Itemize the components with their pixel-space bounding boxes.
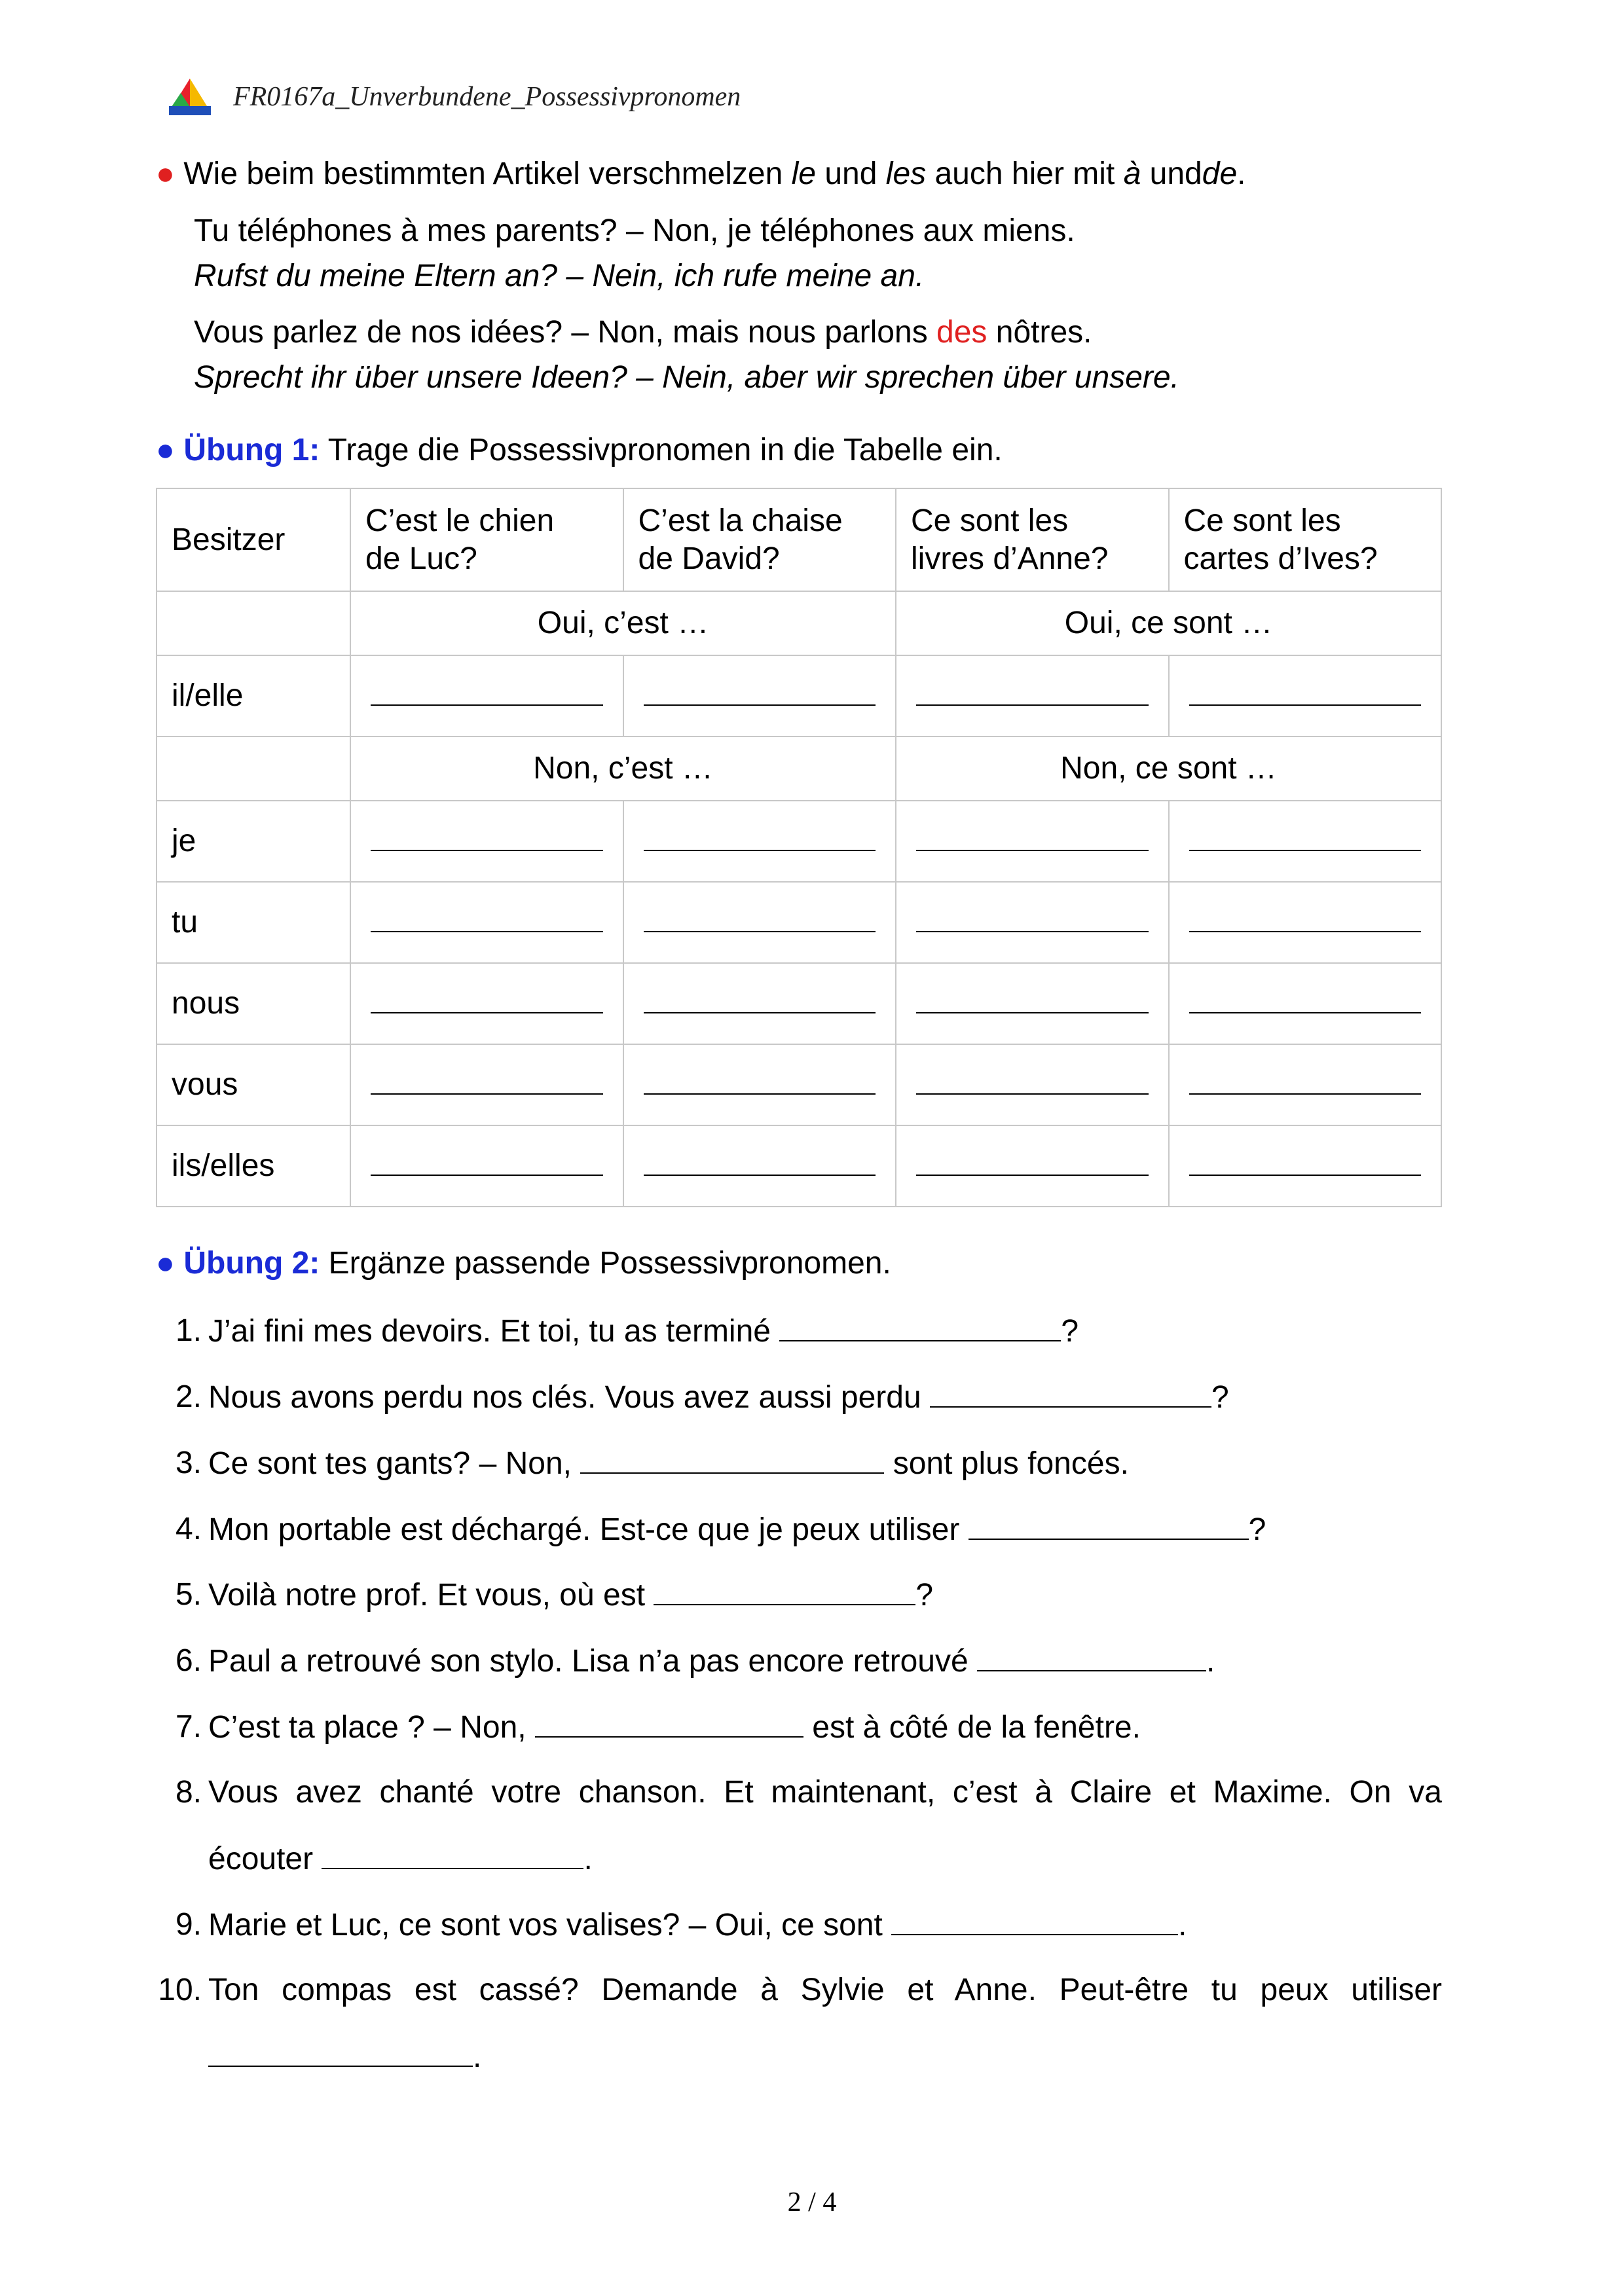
answer-blank[interactable] [644,913,876,932]
answer-blank[interactable] [930,1377,1211,1408]
column-header: C’est le chien de Luc? [350,488,623,591]
answer-blank[interactable] [916,686,1149,706]
answer-blank[interactable] [1189,913,1422,932]
answer-blank[interactable] [371,994,603,1013]
answer-blank[interactable] [654,1575,915,1605]
row-label: il/elle [157,655,350,737]
table-row [157,963,1441,1044]
non-singular-label: Non, c’est … [350,737,896,801]
answer-blank[interactable] [1189,831,1422,851]
publisher-logo-icon [166,77,213,117]
answer-blank[interactable] [1189,994,1422,1013]
column-header: Ce sont les livres d’Anne? [896,488,1169,591]
worksheet-page: FR0167a_Unverbundene_Possessivpronomen ● Wie beim bestimmten Artikel verschmelzen le und les auch hier mit à undde. Tu téléphones à mes parents? – Non, je téléphones aux miens. Rufst du meine Eltern an? – Nein, ich rufe meine an. Vous parlez de nos idées? – Non, mais nous parlons des nôtres. Sprecht ihr über unsere Ideen? – Nein, aber wir sprechen über unsere. ● Übung 1: Trage die Possessivpronomen in die Tabelle ein. Besitzer C’est le chien de Luc? C’est la chaise de David? Ce sont les livres d’Anne? Ce sont les cartes d’Ives? Oui, c’est … Oui, ce sont … il/elle Non, c’est … Non, ce sont … je tu nous vous ils/elles ● Übung 2: Ergänze passende Possessivpronomen. 1. J’ai fini mes devoirs. Et toi, tu as terminé ? 2. Nous avons perdu nos clés. Vous avez aussi perdu ? 3. Ce sont tes gants? – Non, sont plus foncés. 4. Mon portable est déchargé. Est-ce que je peux utiliser ? 5. Voilà notre prof. Et vous, où est ? 6. Paul a retrouvé son stylo. Lisa n’a pas encore retrouvé . 7. C’est ta place ? – Non, est à côté de la fenêtre. 8. Vous avez chanté votre chanson. Et maintenant, c’est à Claire et Maxime. On va écouter . 9. Marie et Luc, ce sont vos valises? – Oui, ce sont . 10. Ton compas est cassé? Demande à Sylvie et Anne. Peut-être tu peux utiliser . 2 / 4 [0,0,1624,2296]
non-row [157,737,1441,801]
example2-german: Sprecht ihr über unsere Ideen? – Nein, aber wir sprechen über unsere. [194,360,1179,395]
answer-blank[interactable] [977,1641,1206,1671]
answer-blank[interactable] [644,994,876,1013]
answer-blank[interactable] [644,1156,876,1176]
answer-blank[interactable] [969,1510,1249,1540]
oui-plural-label: Oui, ce sont … [896,591,1441,655]
row-label: je [157,801,350,882]
example1-german: Rufst du meine Eltern an? – Nein, ich rufe meine an. [194,259,925,293]
page-header [166,71,741,123]
exercise2-label: Übung 2: [183,1246,320,1281]
column-header: Ce sont les cartes d’Ives? [1169,488,1442,591]
red-bullet: ● [156,156,175,191]
answer-blank[interactable] [535,1707,803,1738]
answer-blank[interactable] [644,1075,876,1095]
row-label: ils/elles [157,1125,350,1207]
example2-french: Vous parlez de nos idées? – Non, mais nous parlons des nôtres. [194,315,1092,350]
row-label: tu [157,882,350,963]
answer-blank[interactable] [1189,1075,1422,1095]
possessive-table [156,488,1442,1207]
answer-blank[interactable] [371,913,603,932]
answer-blank[interactable] [644,686,876,706]
answer-blank[interactable] [916,994,1149,1013]
intro-rule: ● Wie beim bestimmten Artikel verschmelzen le und les auch hier mit à undde. [156,156,1246,191]
answer-blank[interactable] [916,913,1149,932]
answer-blank[interactable] [580,1444,884,1474]
highlight-des: des [936,315,987,350]
answer-blank[interactable] [371,686,603,706]
blue-bullet: ● [156,433,175,467]
exercise2-heading [156,1244,891,1283]
exercise1-label: Übung 1: [183,433,320,467]
answer-blank[interactable] [1189,686,1422,706]
document-title: FR0167a_Unverbundene_Possessivpronomen [233,82,741,112]
row-label: nous [157,963,350,1044]
table-row [157,882,1441,963]
exercise1-heading [156,431,1003,470]
table-row [157,801,1441,882]
page-number: 2 / 4 [787,2187,837,2217]
non-plural-label: Non, ce sont … [896,737,1441,801]
answer-blank[interactable] [644,831,876,851]
answer-blank[interactable] [779,1311,1061,1341]
answer-blank[interactable] [916,1075,1149,1095]
column-header: C’est la chaise de David? [623,488,896,591]
table-row [157,1125,1441,1207]
answer-blank[interactable] [322,1839,583,1869]
answer-blank[interactable] [371,1075,603,1095]
table-row [157,655,1441,737]
owner-header: Besitzer [157,488,350,591]
answer-blank[interactable] [371,1156,603,1176]
answer-blank[interactable] [1189,1156,1422,1176]
exercise2-instruction: Ergänze passende Possessivpronomen. [328,1246,891,1281]
example1-french: Tu téléphones à mes parents? – Non, je téléphones aux miens. [194,213,1075,248]
exercise1-instruction: Trage die Possessivpronomen in die Tabelle ein. [327,433,1003,467]
oui-row [157,591,1441,655]
answer-blank[interactable] [916,831,1149,851]
row-label: vous [157,1044,350,1125]
blue-bullet: ● [156,1246,175,1281]
answer-blank[interactable] [891,1905,1178,1935]
oui-singular-label: Oui, c’est … [350,591,896,655]
answer-blank[interactable] [371,831,603,851]
table-header-row [157,488,1441,591]
table-row [157,1044,1441,1125]
answer-blank[interactable] [208,2037,473,2067]
answer-blank[interactable] [916,1156,1149,1176]
